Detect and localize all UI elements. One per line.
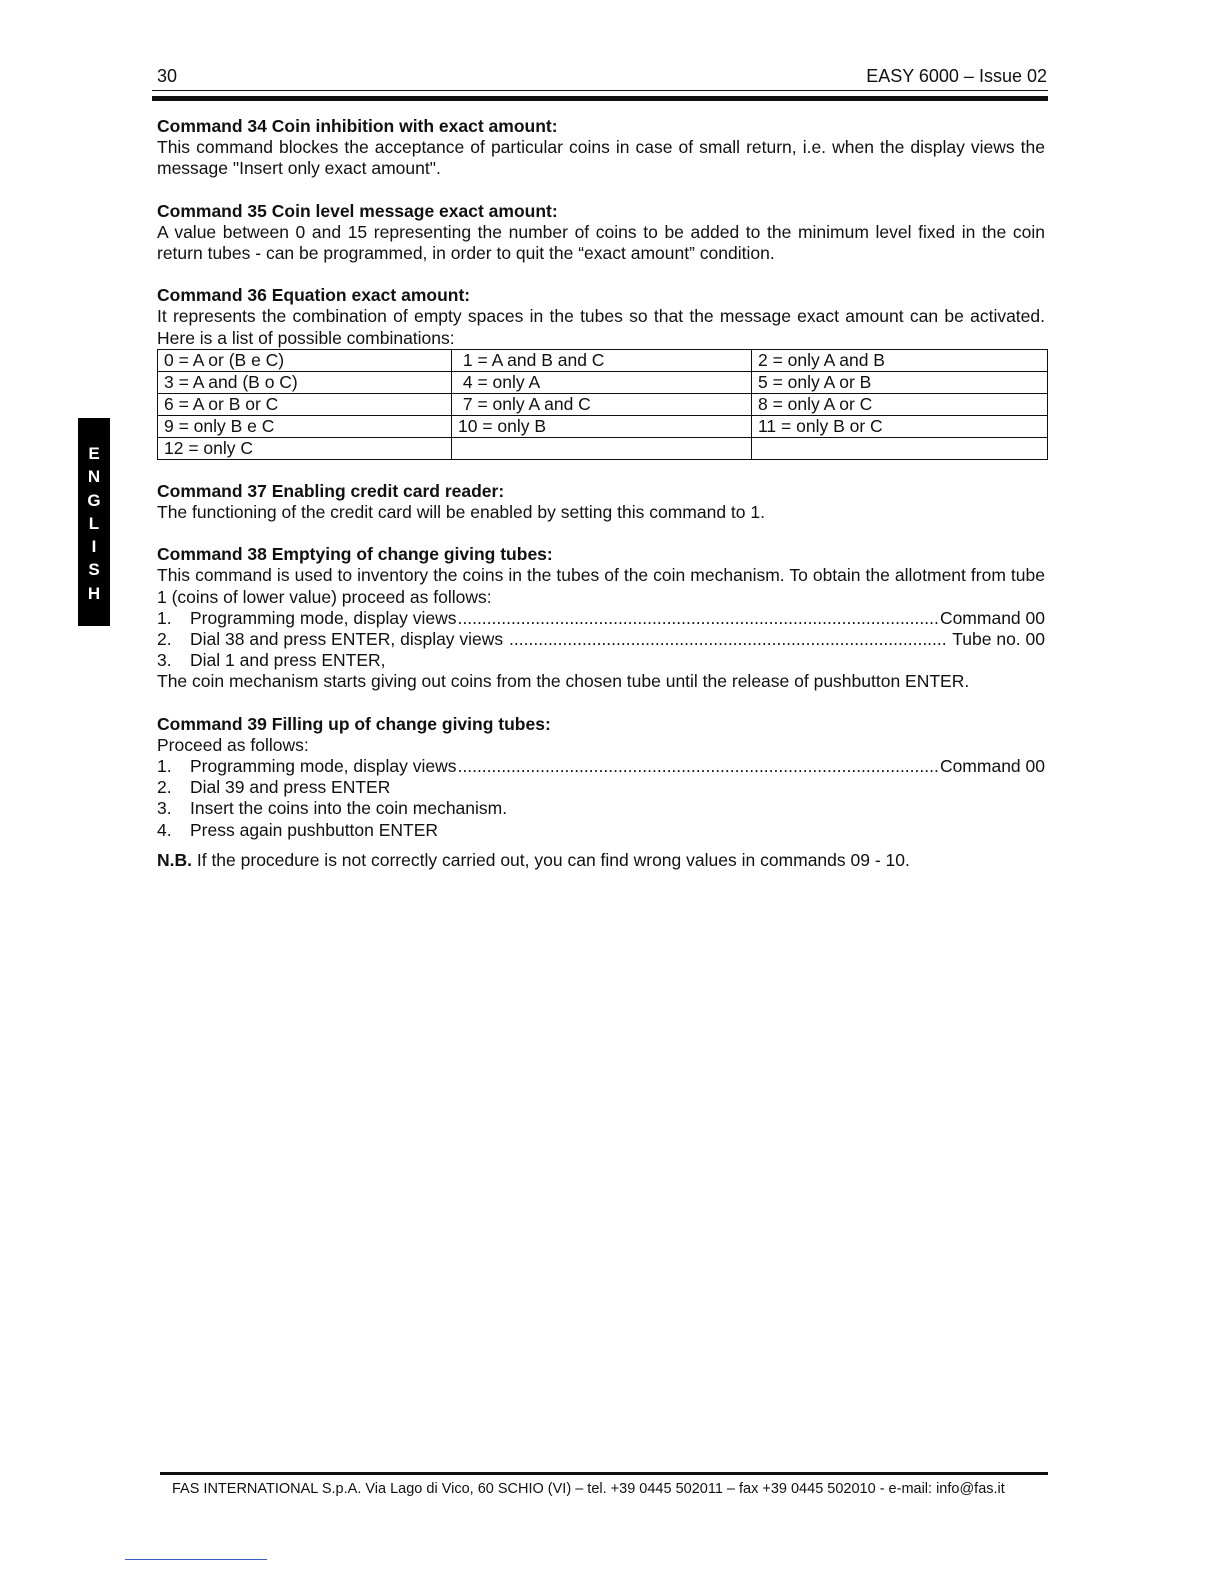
table-cell: 9 = only B e C — [158, 415, 452, 437]
table-cell: 7 = only A and C — [452, 393, 752, 415]
header-rule-thick — [152, 96, 1048, 101]
list-item — [157, 756, 1045, 777]
step-text: Dial 39 and press ENTER — [190, 777, 391, 798]
bottom-link-underline — [125, 1559, 267, 1560]
command-38-closing: The coin mechanism starts giving out coins from the chosen tube until the release of pushbutton ENTER. — [157, 671, 970, 692]
table-cell: 2 = only A and B — [752, 349, 1048, 371]
step-number: 2. — [157, 629, 172, 650]
command-39-section — [157, 714, 1045, 841]
command-37-heading: Command 37 Enabling credit card reader: — [157, 480, 505, 501]
table-row — [158, 371, 1048, 393]
side-tab-letter: H — [87, 583, 101, 603]
command-36-heading: Command 36 Equation exact amount: — [157, 285, 471, 306]
page-content — [157, 116, 1045, 871]
step-text: Programming mode, display views — [190, 756, 457, 777]
list-item — [157, 629, 1045, 650]
list-item — [157, 777, 1045, 798]
table-row — [158, 415, 1048, 437]
list-item — [157, 798, 1045, 819]
table-cell: 5 = only A or B — [752, 371, 1048, 393]
table-cell — [452, 437, 752, 459]
step-number: 3. — [157, 798, 172, 819]
command-39-intro: Proceed as follows: — [157, 734, 309, 755]
list-item — [157, 820, 1045, 841]
table-row — [158, 349, 1048, 371]
command-34-section — [157, 116, 1045, 180]
page-number: 30 — [157, 66, 178, 86]
table-cell: 8 = only A or C — [752, 393, 1048, 415]
document-title: EASY 6000 – Issue 02 — [866, 66, 1047, 86]
dot-leader — [509, 629, 947, 650]
dot-leader — [458, 756, 939, 777]
step-text: Dial 1 and press ENTER, — [190, 650, 386, 671]
table-cell: 3 = A and (B o C) — [158, 371, 452, 393]
table-cell: 4 = only A — [452, 371, 752, 393]
note-label: N.B. — [157, 849, 192, 870]
command-35-heading: Command 35 Coin level message exact amount: — [157, 200, 558, 221]
step-text: Press again pushbutton ENTER — [190, 819, 439, 840]
dot-leader — [458, 608, 939, 629]
table-cell: 1 = A and B and C — [452, 349, 752, 371]
step-text: Insert the coins into the coin mechanism. — [190, 798, 508, 819]
step-number: 1. — [157, 756, 172, 777]
command-36-body: It represents the combination of empty spaces in the tubes so that the message exact amount can be activated. Here is a list of possible combinations: — [157, 306, 1045, 348]
list-item — [157, 608, 1045, 629]
table-cell: 6 = A or B or C — [158, 393, 452, 415]
step-number: 4. — [157, 819, 172, 840]
command-34-body: This command blockes the acceptance of particular coins in case of small return, i.e. when the display views the message "Insert only exact amount". — [157, 137, 1045, 179]
side-tab-letter: S — [88, 560, 100, 580]
command-35-body: A value between 0 and 15 representing the number of coins to be added to the minimum level fixed in the coin return tubes - can be programmed, in order to quit the “exact amount” condition. — [157, 221, 1045, 264]
side-tab-letter: N — [87, 467, 101, 487]
command-38-body: This command is used to inventory the coins in the tubes of the coin mechanism. To obtain the allotment from tube 1 (coins of lower value) proceed as follows: — [157, 565, 1045, 607]
combinations-table — [157, 349, 1048, 460]
step-number: 2. — [157, 777, 172, 798]
table-cell: 12 = only C — [158, 437, 452, 459]
footer-rule — [160, 1472, 1048, 1475]
step-result: Command 00 — [939, 756, 1045, 777]
command-39-heading: Command 39 Filling up of change giving tubes: — [157, 713, 551, 734]
step-number: 1. — [157, 607, 172, 628]
note-text: If the procedure is not correctly carried out, you can find wrong values in commands 09 - 10. — [192, 849, 910, 870]
table-cell: 10 = only B — [452, 415, 752, 437]
header-rule-thin — [152, 90, 1048, 91]
step-result: Command 00 — [939, 607, 1045, 628]
step-number: 3. — [157, 650, 172, 671]
table-cell — [752, 437, 1048, 459]
table-cell: 0 = A or (B e C) — [158, 349, 452, 371]
command-37-section — [157, 481, 1045, 523]
command-37-body: The functioning of the credit card will be enabled by setting this command to 1. — [157, 502, 765, 523]
table-row — [158, 393, 1048, 415]
language-side-tab — [78, 418, 110, 626]
command-35-section — [157, 201, 1045, 265]
side-tab-letter: I — [91, 537, 97, 557]
list-item — [157, 650, 1045, 671]
step-text: Dial 38 and press ENTER, display views — [190, 629, 509, 650]
side-tab-letter: L — [88, 513, 100, 533]
table-row — [158, 437, 1048, 459]
step-result: Tube no. 00 — [947, 629, 1045, 650]
footer-address: FAS INTERNATIONAL S.p.A. Via Lago di Vico, 60 SCHIO (VI) – tel. +39 0445 502011 – fax +39 0445 502010 - e-mail: info@fas.it — [172, 1481, 1005, 1497]
command-38-section — [157, 544, 1045, 692]
command-38-heading: Command 38 Emptying of change giving tubes: — [157, 544, 553, 565]
table-cell: 11 = only B or C — [752, 415, 1048, 437]
note-paragraph — [157, 850, 1045, 871]
command-34-heading: Command 34 Coin inhibition with exact amount: — [157, 116, 558, 136]
command-36-section — [157, 285, 1045, 460]
side-tab-letter: E — [88, 444, 100, 463]
side-tab-letter: G — [87, 490, 101, 510]
step-text: Programming mode, display views — [190, 607, 457, 628]
